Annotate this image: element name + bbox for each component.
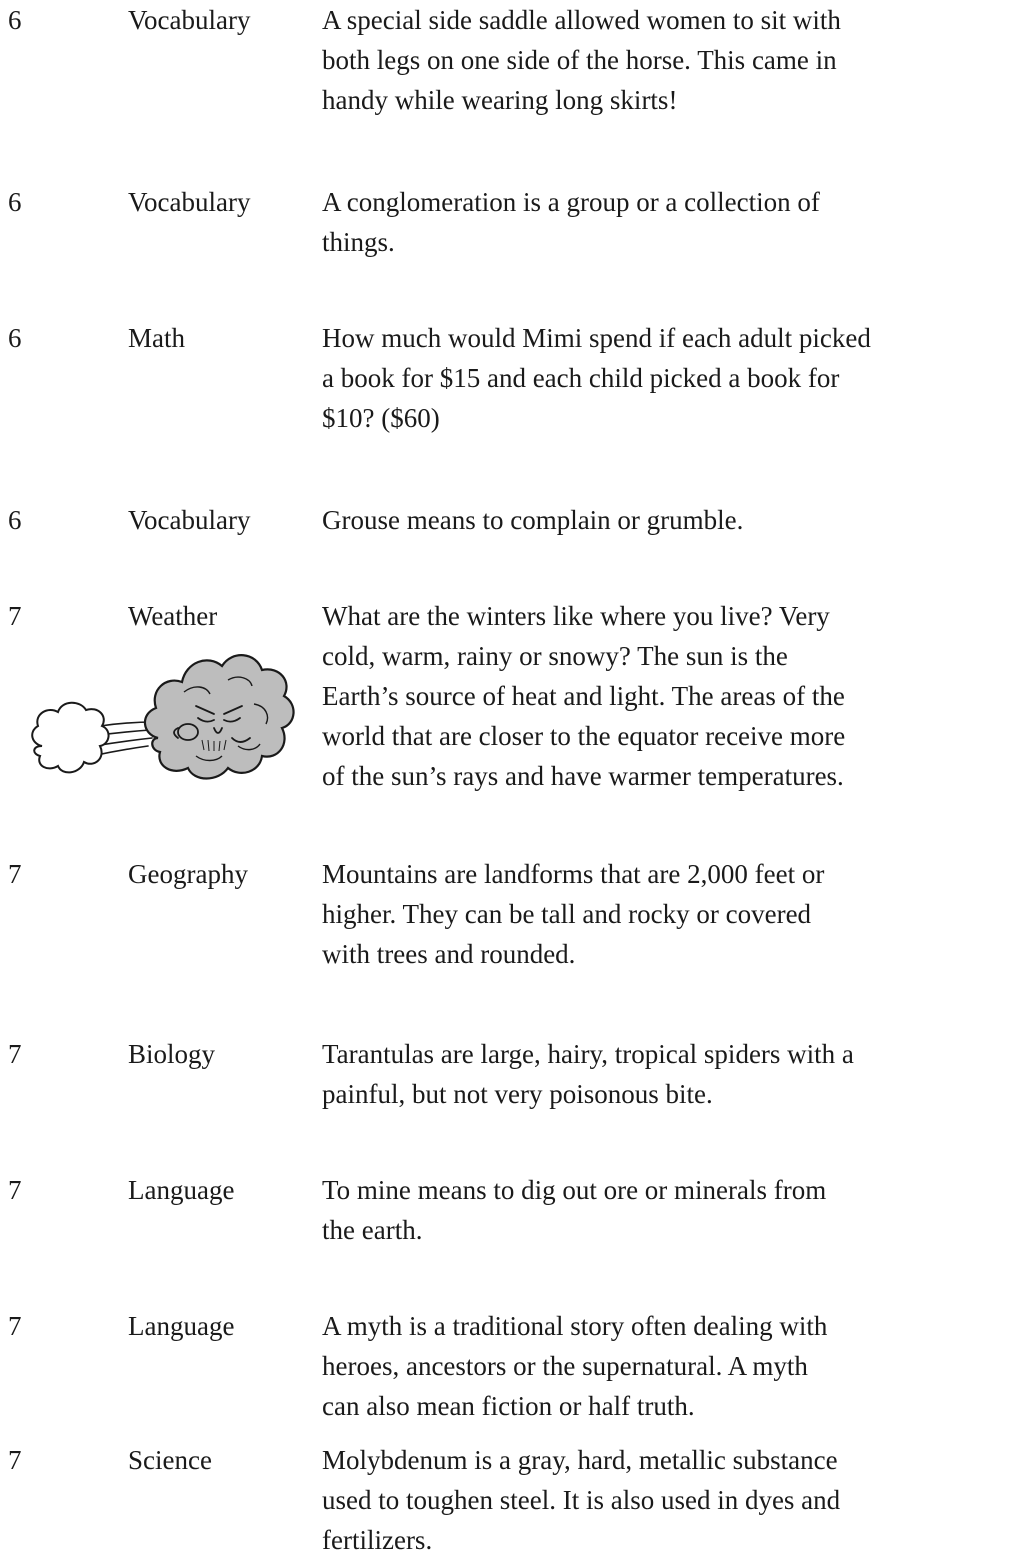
chapter-number: 6 (8, 323, 22, 353)
subject-label: Language (128, 1311, 235, 1341)
entry-text: A special side saddle allowed women to sit with both legs on one side of the horse. This came in handy while wearing long skirts! (322, 5, 841, 115)
subject-label: Vocabulary (128, 5, 251, 35)
subject-label: Geography (128, 859, 248, 889)
chapter-number: 6 (8, 505, 22, 535)
entry-text: To mine means to dig out ore or minerals from the earth. (322, 1175, 827, 1245)
entry-text: A myth is a traditional story often dealing with heroes, ancestors or the supernatural. A myth can also mean fiction or half truth. (322, 1311, 828, 1421)
subject-label: Biology (128, 1039, 216, 1069)
chapter-number: 7 (8, 1175, 22, 1205)
chapter-number: 7 (8, 1039, 22, 1069)
subject-label: Vocabulary (128, 505, 251, 535)
entry-text: A conglomeration is a group or a collection of things. (322, 187, 820, 257)
subject-label: Vocabulary (128, 187, 251, 217)
entry-text: How much would Mimi spend if each adult picked a book for $15 and each child picked a book for $10? ($60) (322, 323, 871, 433)
entry-text: What are the winters like where you live? Very cold, warm, rainy or snowy? The sun is the Earth’s source of heat and light. The areas of the world that are closer to the equator receive more of the sun’s rays and have warmer temperatures. (322, 601, 846, 791)
entry-text: Mountains are landforms that are 2,000 feet or higher. They can be tall and rocky or covered with trees and rounded. (322, 859, 825, 969)
big-cloud-shape (145, 655, 294, 778)
chapter-number: 7 (8, 1311, 22, 1341)
chapter-number: 6 (8, 5, 22, 35)
blowing-wind-cloud-icon (18, 620, 300, 810)
chapter-number: 7 (8, 1445, 22, 1475)
subject-label: Language (128, 1175, 235, 1205)
entry-text: Molybdenum is a gray, hard, metallic substance used to toughen steel. It is also used in dyes and fertilizers. (322, 1445, 841, 1555)
chapter-number: 7 (8, 601, 22, 631)
entry-text: Tarantulas are large, hairy, tropical spiders with a painful, but not very poisonous bite. (322, 1039, 854, 1109)
small-cloud-shape (32, 703, 108, 773)
subject-label: Science (128, 1445, 212, 1475)
subject-label: Weather (128, 601, 218, 631)
subject-label: Math (128, 323, 185, 353)
entry-text: Grouse means to complain or grumble. (322, 505, 744, 535)
chapter-number: 7 (8, 859, 22, 889)
chapter-number: 6 (8, 187, 22, 217)
